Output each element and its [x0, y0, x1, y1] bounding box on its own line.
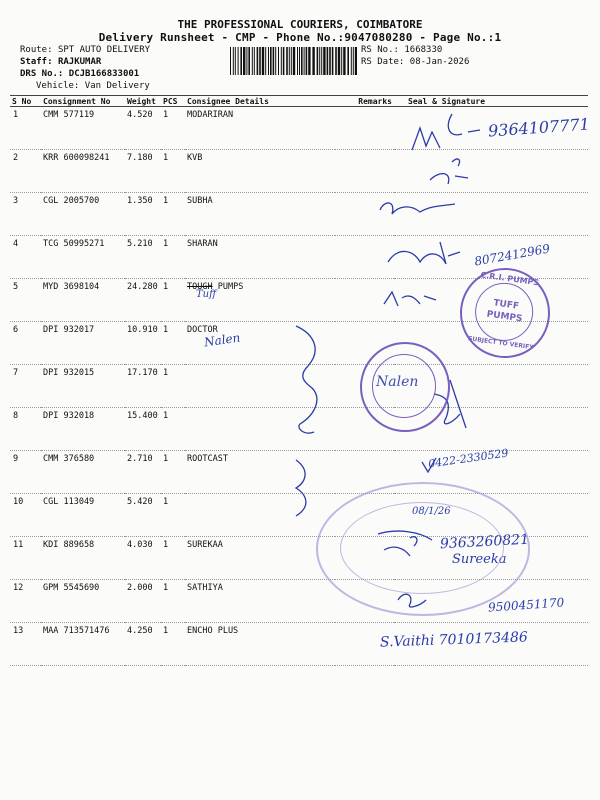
- route-value: SPT AUTO DELIVERY: [57, 45, 151, 55]
- cell-weight: 1.350: [125, 193, 161, 236]
- col-consignee-header: Consignee Details: [187, 96, 269, 106]
- cell-weight: 4.520: [125, 107, 161, 150]
- col-remarks-header: Remarks: [358, 96, 392, 106]
- signature-row3: [380, 203, 455, 214]
- signature-row2: [430, 159, 468, 184]
- cell-weight: 24.280: [125, 279, 161, 322]
- col-sno-header: S No: [12, 96, 32, 106]
- cell-consignment-no: CMM 577119: [41, 107, 125, 150]
- cell-pcs: 1: [161, 537, 185, 580]
- col-weight-header: Weight: [127, 96, 156, 106]
- stamp-top-text: C.R.I. PUMPS: [479, 270, 540, 288]
- route-label: Route:: [20, 45, 53, 55]
- cell-consignee: SHARAN: [185, 236, 335, 279]
- cell-weight: 15.400: [125, 408, 161, 451]
- cell-sno: 3: [10, 193, 41, 236]
- cell-sno: 10: [10, 494, 41, 537]
- vehicle-label: Vehicle:: [36, 81, 80, 91]
- cell-weight: 7.180: [125, 150, 161, 193]
- col-pcs-header: PCS: [163, 96, 178, 106]
- handwritten-phone-row1: 9364107771: [487, 114, 591, 141]
- nalen-stamp: [360, 342, 450, 432]
- cell-weight: 5.420: [125, 494, 161, 537]
- cell-consignee: SATHIYA: [185, 580, 335, 623]
- cell-sno: 1: [10, 107, 41, 150]
- cell-weight: 10.910: [125, 322, 161, 365]
- vehicle-value: Van Delivery: [84, 81, 150, 91]
- handwritten-phone-row9: 0422-2330529: [427, 446, 510, 471]
- cell-consignee: MODARIRAN: [185, 107, 335, 150]
- cell-pcs: 1: [161, 623, 185, 666]
- cell-pcs: 1: [161, 494, 185, 537]
- cell-pcs: 1: [161, 322, 185, 365]
- stamp-pumps-text: PUMPS: [485, 309, 523, 325]
- cell-consignment-no: TCG 50995271: [41, 236, 125, 279]
- cell-sno: 7: [10, 365, 41, 408]
- cell-weight: 17.170: [125, 365, 161, 408]
- cell-pcs: 1: [161, 279, 185, 322]
- cell-consignee: KVB: [185, 150, 335, 193]
- cell-pcs: 1: [161, 408, 185, 451]
- cell-pcs: 1: [161, 580, 185, 623]
- handwritten-name-row11: Sureeka: [452, 552, 507, 567]
- cell-consignment-no: MAA 713571476: [41, 623, 125, 666]
- cell-consignee: DOCTOR: [185, 322, 335, 365]
- cell-consignee: ROOTCAST: [185, 451, 335, 494]
- cell-pcs: 1: [161, 150, 185, 193]
- struck-consignee-text: TOUGH: [187, 282, 213, 292]
- staff-label: Staff:: [20, 57, 53, 67]
- rs-date-label: RS Date:: [361, 57, 405, 67]
- cell-pcs: 1: [161, 107, 185, 150]
- handwritten-note-tuff: Tuff: [196, 289, 217, 300]
- rs-no-label: RS No.:: [361, 45, 399, 55]
- cell-weight: 4.030: [125, 537, 161, 580]
- col-consignment-header: Consignment No: [43, 96, 111, 106]
- cell-sno: 12: [10, 580, 41, 623]
- cell-pcs: 1: [161, 236, 185, 279]
- cell-weight: 4.250: [125, 623, 161, 666]
- faint-company-stamp: [316, 482, 530, 616]
- cell-sno: 9: [10, 451, 41, 494]
- staff-value: RAJKUMAR: [57, 57, 102, 67]
- cell-consignment-no: DPI 932015: [41, 365, 125, 408]
- rs-date-value: 08-Jan-2026: [409, 57, 470, 67]
- cell-sno: 11: [10, 537, 41, 580]
- cell-pcs: 1: [161, 451, 185, 494]
- handwritten-note-nalen: Nalen: [203, 330, 242, 350]
- cell-sno: 2: [10, 150, 41, 193]
- cell-consignment-no: GPM 5545690: [41, 580, 125, 623]
- nalen-stamp-signature: Nalen: [376, 374, 419, 390]
- bracket-rows-6-8: [296, 326, 317, 433]
- company-title: THE PROFESSIONAL COURIERS, COIMBATORE: [177, 18, 423, 31]
- cell-consignment-no: CGL 113049: [41, 494, 125, 537]
- handwritten-name-phone-row13: S.Vaithi 7010173486: [379, 629, 529, 651]
- cell-consignment-no: CMM 376580: [41, 451, 125, 494]
- signature-row1: [412, 114, 480, 150]
- drs-value: DCJB166833001: [68, 69, 140, 79]
- runsheet-subtitle: Delivery Runsheet - CMP - Phone No.:9047080280 - Page No.:1: [98, 31, 502, 44]
- cell-consignment-no: CGL 2005700: [41, 193, 125, 236]
- cell-sno: 8: [10, 408, 41, 451]
- cell-weight: 2.710: [125, 451, 161, 494]
- cell-consignment-no: KRR 600098241: [41, 150, 125, 193]
- cell-sno: 6: [10, 322, 41, 365]
- signature-row5: [384, 292, 436, 306]
- cell-weight: 2.000: [125, 580, 161, 623]
- handwritten-phone-row12: 9500451170: [487, 595, 565, 615]
- cell-pcs: 1: [161, 193, 185, 236]
- cell-consignment-no: DPI 932018: [41, 408, 125, 451]
- cell-sno: 13: [10, 623, 41, 666]
- faint-stamp-inner-ring: [340, 502, 504, 594]
- stamp-bottom-text: SUBJECT TO VERIFY: [467, 335, 534, 352]
- cell-consignee: ENCHO PLUS: [185, 623, 335, 666]
- drs-label: DRS No.:: [20, 69, 64, 79]
- bracket-rows-9-10: [296, 460, 306, 516]
- cell-pcs: 1: [161, 365, 185, 408]
- handwritten-phone-row11: 9363260821: [439, 531, 530, 553]
- cell-consignee: SUBHA: [185, 193, 335, 236]
- cell-sno: 5: [10, 279, 41, 322]
- col-seal-header: Seal & Signature: [408, 96, 486, 106]
- cell-sno: 4: [10, 236, 41, 279]
- handwritten-phone-row4: 8072412969: [473, 241, 551, 269]
- stamp-tuff-text: TUFF: [492, 298, 520, 312]
- cell-consignee: SUREKAA: [185, 537, 335, 580]
- cell-weight: 5.210: [125, 236, 161, 279]
- cell-consignment-no: KDI 889658: [41, 537, 125, 580]
- handwritten-date-row11: 08/1/26: [412, 506, 451, 517]
- rs-no-value: 1668330: [404, 45, 443, 55]
- cell-consignment-no: MYD 3698104: [41, 279, 125, 322]
- cell-consignment-no: DPI 932017: [41, 322, 125, 365]
- signature-row4: [388, 242, 460, 264]
- consignee-text: PUMPS: [217, 282, 244, 292]
